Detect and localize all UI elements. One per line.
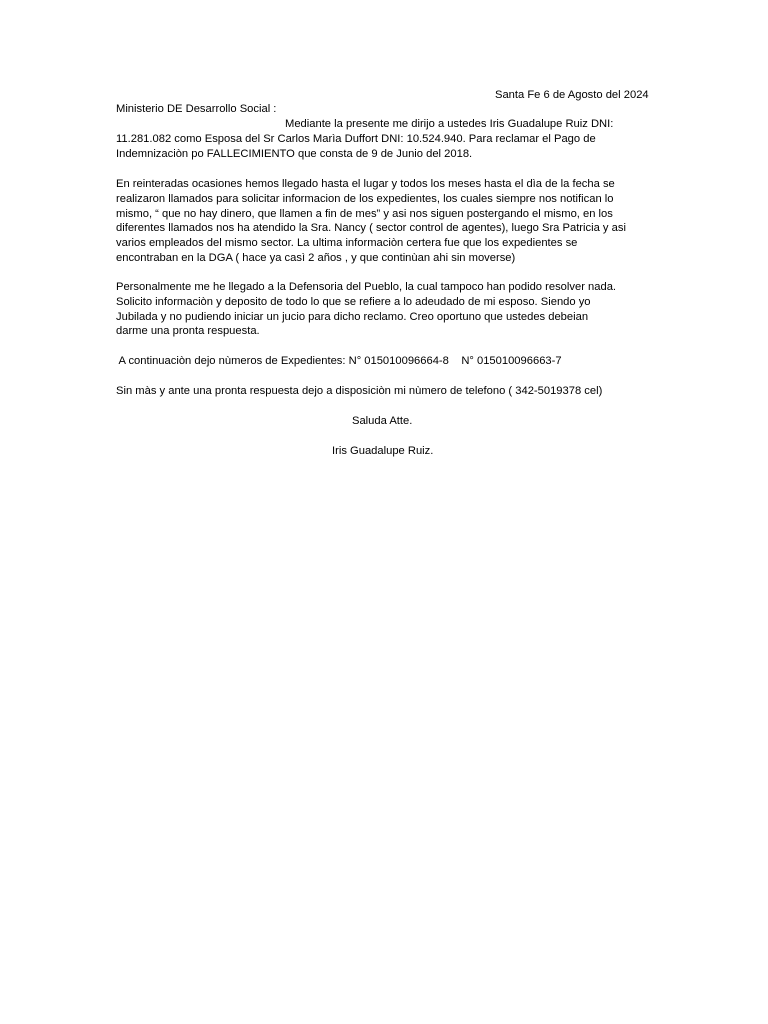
paragraph-reclamos <box>116 177 656 266</box>
paragraph-defensoria <box>116 280 656 339</box>
intro-line-1: Mediante la presente me dirijo a ustedes Iris Guadalupe Ruiz DNI: <box>285 118 614 130</box>
intro-line-3: Indemnizaciòn po FALLECIMIENTO que consta de 9 de Junio del 2018. <box>116 148 473 160</box>
recipient-line: Ministerio DE Desarrollo Social : <box>116 103 277 115</box>
intro-line-2: 11.281.082 como Esposa del Sr Carlos Marìa Duffort DNI: 10.524.940. Para reclamar el Pago de <box>116 133 596 145</box>
paragraph-line: realizaron llamados para solicitar informacion de los expedientes, los cuales siempre nos notifican lo <box>116 192 614 205</box>
expedientes-line: A continuaciòn dejo nùmeros de Expedientes: N° 015010096664-8 N° 015010096663-7 <box>116 355 562 367</box>
salutation: Saluda Atte. <box>352 415 413 427</box>
signature: Iris Guadalupe Ruiz. <box>332 445 434 457</box>
paragraph-line: darme una pronta respuesta. <box>116 325 260 338</box>
closing-line: Sin màs y ante una pronta respuesta dejo a disposiciòn mi nùmero de telefono ( 342-5019378 cel) <box>116 385 603 397</box>
paragraph-line: Solicito informaciòn y deposito de todo lo que se refiere a lo adeudado de mi esposo. Siendo yo <box>116 295 591 308</box>
paragraph-line: Personalmente me he llegado a la Defensoria del Pueblo, la cual tampoco han podido resolver nada. <box>116 281 617 293</box>
paragraph-line: encontraban en la DGA ( hace ya casì 2 años , y que continùan ahi sin moverse) <box>116 251 516 264</box>
paragraph-line: diferentes llamados nos ha atendido la Sra. Nancy ( sector control de agentes), luego Sra Patricia y asi <box>116 222 626 235</box>
date-line: Santa Fe 6 de Agosto del 2024 <box>495 89 649 101</box>
paragraph-line: varios empleados del mismo sector. La ultima informaciòn certera fue que los expedientes se <box>116 237 578 250</box>
paragraph-line: En reinteradas ocasiones hemos llegado hasta el lugar y todos los meses hasta el dìa de la fecha se <box>116 178 615 190</box>
paragraph-line: Jubilada y no pudiendo iniciar un jucio para dicho reclamo. Creo oportuno que ustedes debeian <box>116 310 589 323</box>
paragraph-line: mismo, “ que no hay dinero, que llamen a fin de mes” y asi nos siguen postergando el mismo, en los <box>116 207 613 220</box>
